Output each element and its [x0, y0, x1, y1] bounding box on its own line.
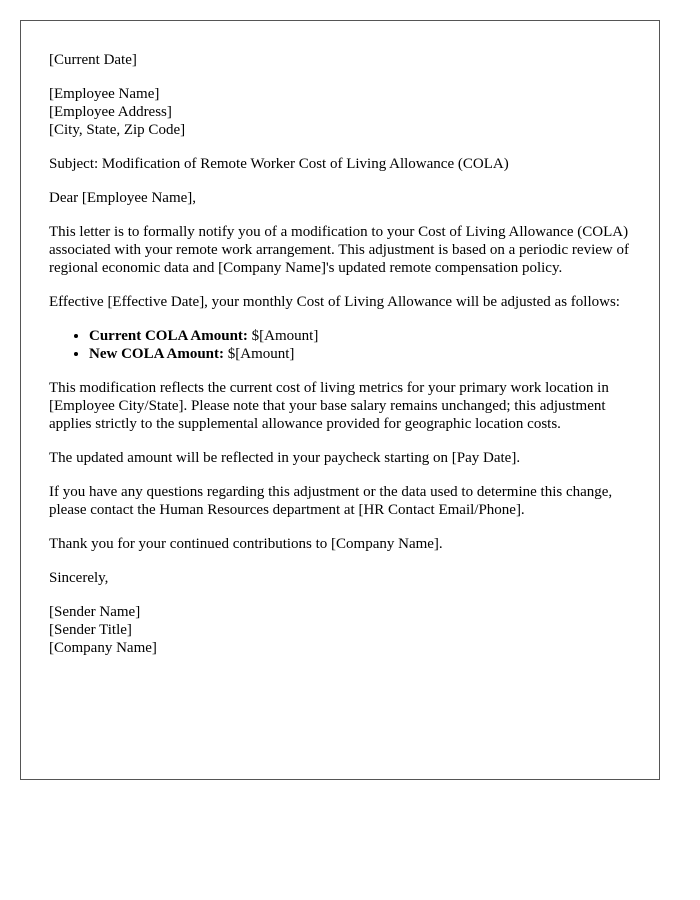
body-paragraph-thanks: Thank you for your continued contributions to [Company Name].	[49, 536, 443, 552]
body-paragraph-intro: This letter is to formally notify you of a modification to your Cost of Living Allowance (COLA) associated with your remote work arrangement. This adjustment is based on a periodic review of regional economic data and [Company Name]'s updated remote compensation policy.	[49, 224, 629, 276]
letter-date: [Current Date]	[49, 52, 137, 68]
recipient-block	[49, 85, 631, 139]
letter-page	[20, 20, 660, 780]
sender-company: [Company Name]	[49, 640, 157, 656]
body-paragraph-questions: If you have any questions regarding this adjustment or the data used to determine this change, please contact the Human Resources department at [HR Contact Email/Phone].	[49, 484, 613, 518]
body-paragraph-paycheck: The updated amount will be reflected in your paycheck starting on [Pay Date].	[49, 450, 521, 466]
list-item-new-cola	[89, 345, 631, 363]
letter-subject: Subject: Modification of Remote Worker Cost of Living Allowance (COLA)	[49, 156, 509, 172]
current-cola-value: $[Amount]	[247, 328, 319, 344]
sender-block	[49, 603, 631, 657]
new-cola-value: $[Amount]	[224, 346, 295, 362]
letter-salutation: Dear [Employee Name],	[49, 190, 197, 206]
recipient-name: [Employee Name]	[49, 86, 160, 102]
list-item-current-cola	[89, 327, 631, 345]
body-paragraph-effective: Effective [Effective Date], your monthly Cost of Living Allowance will be adjusted as follows:	[49, 294, 620, 310]
new-cola-label: New COLA Amount:	[89, 346, 225, 362]
current-cola-label: Current COLA Amount:	[89, 328, 248, 344]
sender-title: [Sender Title]	[49, 622, 132, 638]
recipient-address: [Employee Address]	[49, 104, 172, 120]
body-paragraph-metrics: This modification reflects the current cost of living metrics for your primary work location in [Employee City/State]. Please note that your base salary remains unchanged; this adjustment applies strictly to the supplemental allowance provided for geographic location costs.	[49, 380, 609, 432]
sender-name: [Sender Name]	[49, 604, 141, 620]
cola-amount-list	[49, 327, 631, 363]
letter-closing: Sincerely,	[49, 570, 109, 586]
recipient-city-state-zip: [City, State, Zip Code]	[49, 122, 186, 138]
